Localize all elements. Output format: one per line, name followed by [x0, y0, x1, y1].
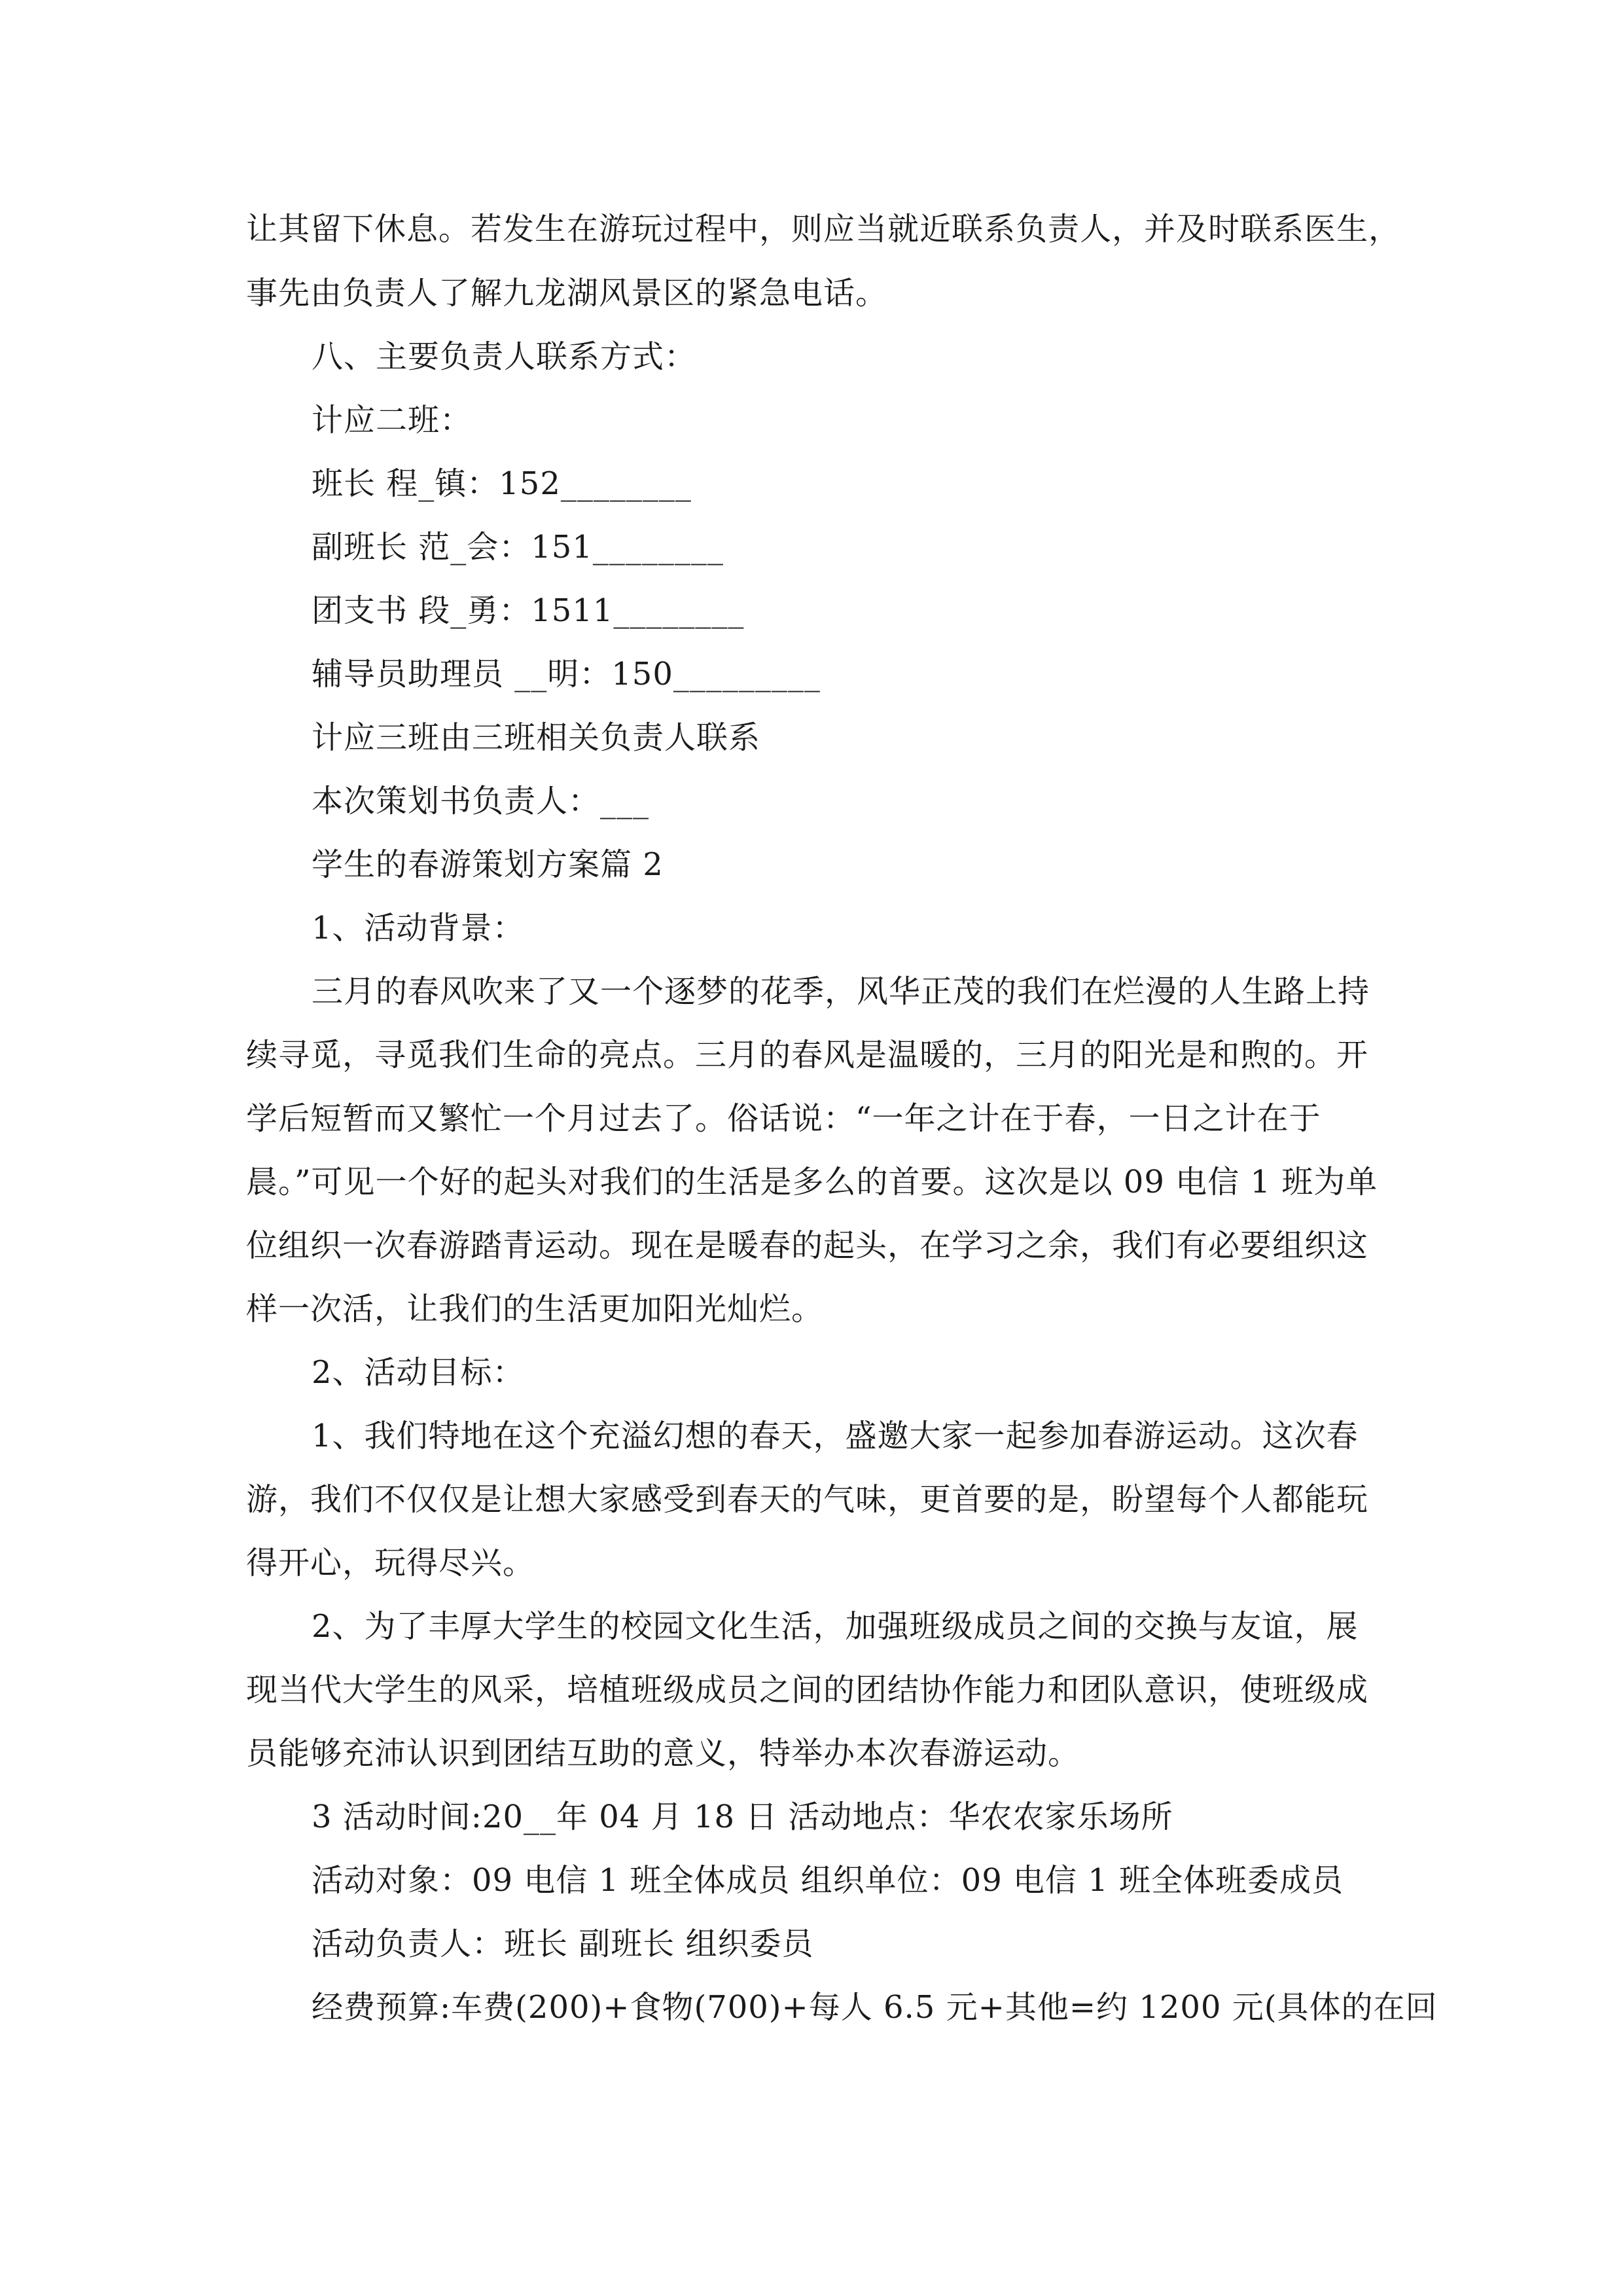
body-text-line: 样一次活，让我们的生活更加阳光灿烂。 [246, 1291, 824, 1327]
body-text-line: 三月的春风吹来了又一个逐梦的花季，风华正茂的我们在烂漫的人生路上持 [312, 973, 1370, 1010]
body-text-line: 经费预算:车费(200)+食物(700)+每人 6.5 元+其他=约 1200 元(具体的在回 [312, 1989, 1438, 2026]
contact-line: 副班长 范_会：151________ [312, 529, 724, 565]
body-text-line: 2、为了丰厚大学生的校园文化生活，加强班级成员之间的交换与友谊，展 [312, 1608, 1359, 1645]
body-text-line: 活动对象：09 电信 1 班全体成员 组织单位：09 电信 1 班全体班委成员 [312, 1862, 1344, 1899]
contact-line: 团支书 段_勇：1511________ [312, 592, 745, 629]
body-text-line: 事先由负责人了解九龙湖风景区的紧急电话。 [246, 275, 888, 312]
body-text-line: 3 活动时间:20__年 04 月 18 日 活动地点：华农农家乐场所 [312, 1799, 1173, 1835]
body-text-line: 晨。”可见一个好的起头对我们的生活是多么的首要。这次是以 09 电信 1 班为单 [246, 1164, 1378, 1200]
section-heading: 1、活动背景： [312, 910, 525, 946]
body-text-line: 活动负责人：班长 副班长 组织委员 [312, 1926, 814, 1962]
body-text-line: 游，我们不仅仅是让想大家感受到春天的气味，更首要的是，盼望每个人都能玩 [246, 1481, 1369, 1518]
body-text-line: 员能够充沛认识到团结互助的意义，特举办本次春游运动。 [246, 1735, 1080, 1772]
contact-line: 班长 程_镇：152________ [312, 465, 692, 502]
body-text-line: 学后短暂而又繁忙一个月过去了。俗话说：“一年之计在于春，一日之计在于 [246, 1100, 1321, 1137]
body-text-line: 得开心，玩得尽兴。 [246, 1545, 535, 1581]
contact-line: 辅导员助理员 __明：150_________ [312, 656, 821, 692]
body-text-line: 计应三班由三班相关负责人联系 [312, 719, 761, 756]
body-text-line: 1、我们特地在这个充溢幻想的春天，盛邀大家一起参加春游运动。这次春 [312, 1418, 1359, 1454]
body-text-line: 计应二班： [312, 402, 473, 439]
body-text-line: 位组织一次春游踏青运动。现在是暖春的起头，在学习之余，我们有必要组织这 [246, 1227, 1369, 1264]
body-text-line: 续寻觅，寻觅我们生命的亮点。三月的春风是温暖的，三月的阳光是和煦的。开 [246, 1037, 1369, 1073]
section-heading: 2、活动目标： [312, 1354, 525, 1391]
body-text-line: 让其留下休息。若发生在游玩过程中，则应当就近联系负责人，并及时联系医生， [246, 211, 1401, 247]
body-text-line: 现当代大学生的风采，培植班级成员之间的团结协作能力和团队意识，使班级成 [246, 1672, 1369, 1708]
section-heading: 八、主要负责人联系方式： [312, 338, 697, 375]
body-text-line: 本次策划书负责人：___ [312, 783, 650, 819]
article-title: 学生的春游策划方案篇 2 [312, 846, 664, 883]
